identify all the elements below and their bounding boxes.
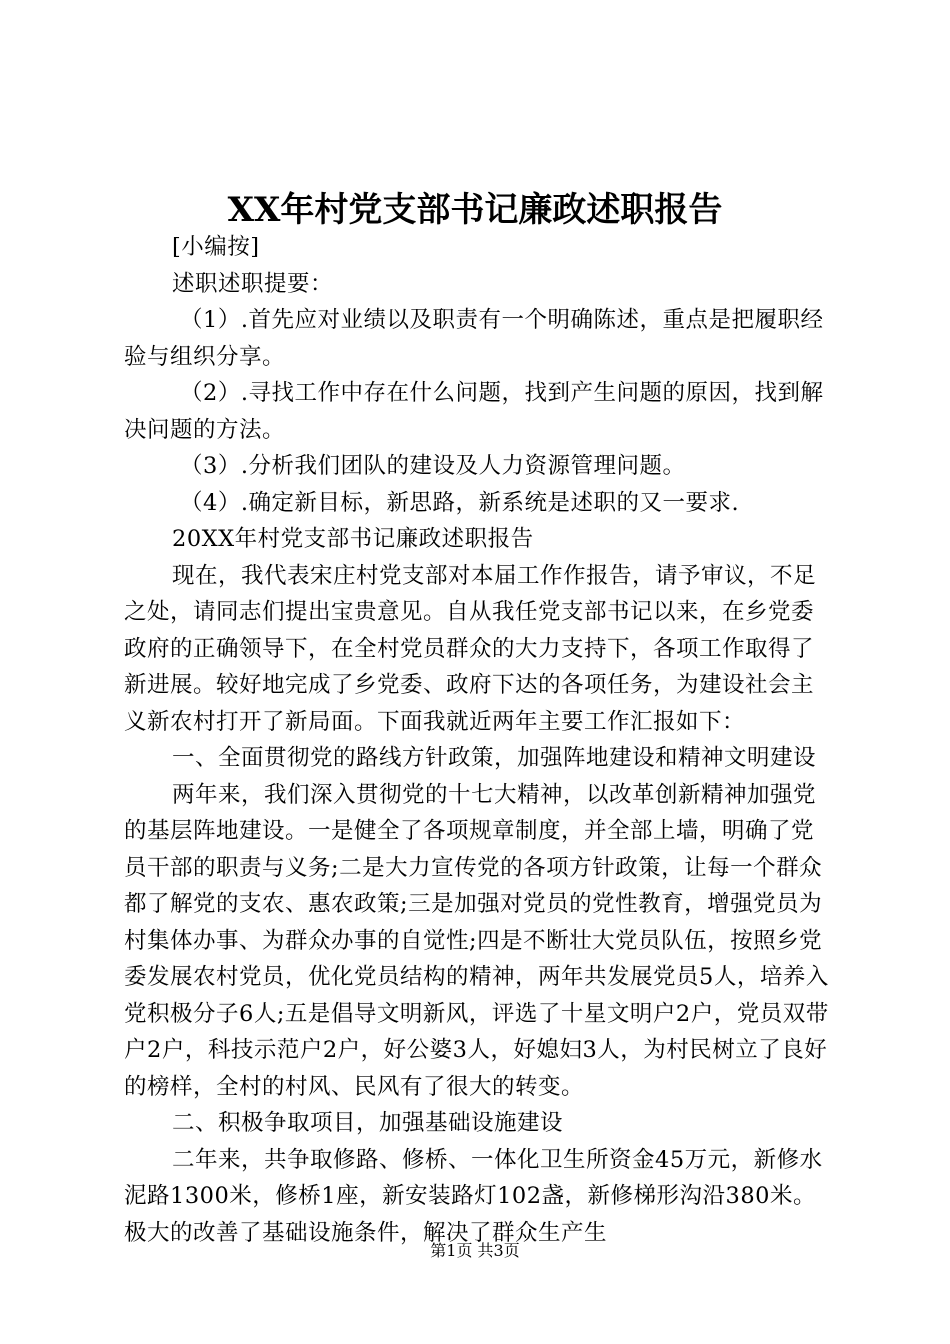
section-2-heading: 二、积极争取项目，加强基础设施建设 (172, 1110, 564, 1136)
section-1-heading: 一、全面贯彻党的路线方针政策，加强阵地建设和精神文明建设 (172, 745, 817, 771)
page-footer: 第1页 共3页 (430, 1241, 520, 1260)
document-body (124, 229, 832, 1251)
section-2-body: 二年来，共争取修路、修桥、一体化卫生所资金45万元，新修水泥路1300米，修桥1座，新安装路灯102盏，新修梯形沟沿380米。极大的改善了基础设施条件，解决了群众生产生 (124, 1146, 823, 1246)
document-title: XX年村党支部书记廉政述职报告 (227, 190, 723, 230)
intro-paragraph: 现在，我代表宋庄村党支部对本届工作作报告，请予审议，不足之处，请同志们提出宝贵意见。自从我任党支部书记以来，在乡党委政府的正确领导下，在全村党员群众的大力支持下，各项工作取得了新进展。较好地完成了乡党委、政府下达的各项任务，为建设社会主义新农村打开了新局面。下面我就近两年主要工作汇报如下： (124, 562, 817, 735)
section-1-body: 两年来，我们深入贯彻党的十七大精神，以改革创新精神加强党的基层阵地建设。一是健全了各项规章制度，并全部上墙，明确了党员干部的职责与义务;二是大力宣传党的各项方针政策，让每一个群众都了解党的支农、惠农政策;三是加强对党员的党性教育，增强党员为村集体办事、为群众办事的自觉性;四是不断壮大党员队伍，按照乡党委发展农村党员，优化党员结构的精神，两年共发展党员5人，培养入党积极分子6人;五是倡导文明新风，评选了十星文明户2户，党员双带户2户，科技示范户2户，好公婆3人，好媳妇3人，为村民树立了良好的榜样，全村的村风、民风有了很大的转变。 (124, 781, 829, 1100)
summary-point: （3）.分析我们团队的建设及人力资源管理问题。 (180, 453, 686, 479)
summary-point: （4）.确定新目标，新思路，新系统是述职的又一要求. (180, 489, 740, 516)
summary-heading: 述职述职提要： (172, 270, 334, 297)
report-title: 20XX年村党支部书记廉政述职报告 (172, 526, 534, 552)
editor-note: [小编按] (172, 234, 260, 260)
summary-point: （2）.寻找工作中存在什么问题，找到产生问题的原因，找到解决问题的方法。 (124, 380, 824, 443)
summary-point: （1）.首先应对业绩以及职责有一个明确陈述，重点是把履职经验与组织分享。 (124, 307, 824, 370)
